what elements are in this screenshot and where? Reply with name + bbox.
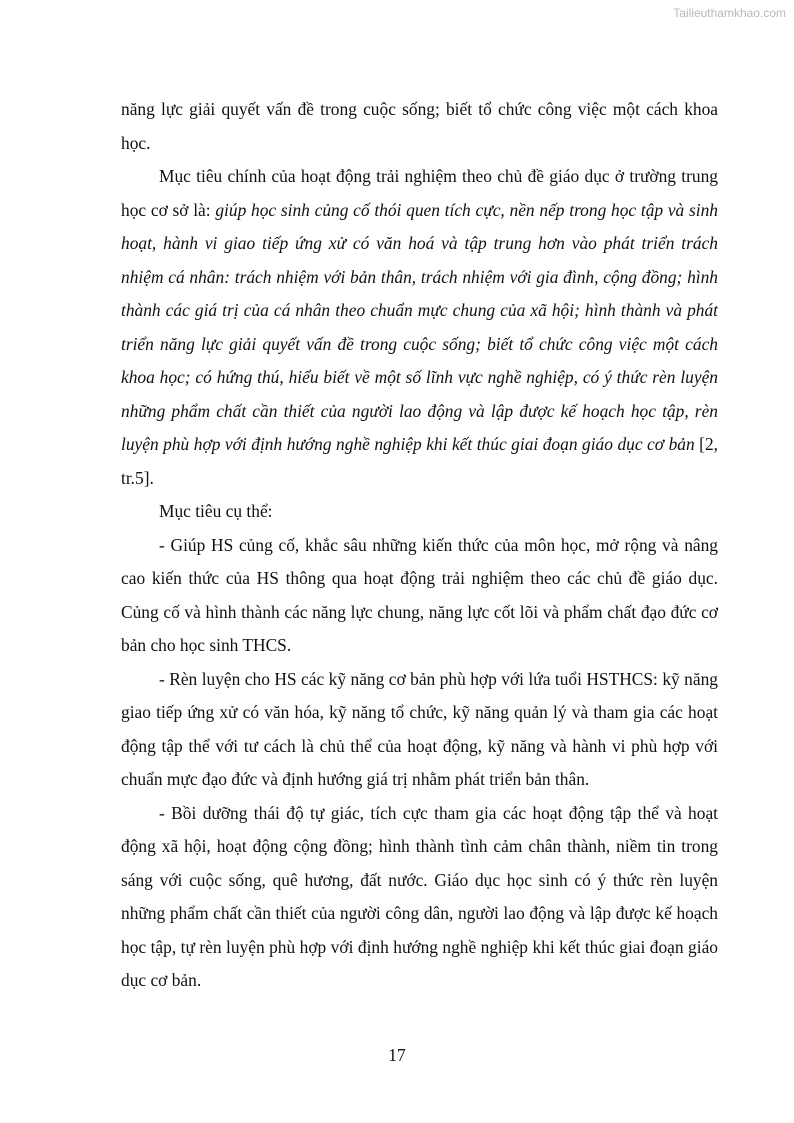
paragraph-specific-objectives-heading: Mục tiêu cụ thể: xyxy=(159,501,273,521)
paragraph-continuation: năng lực giải quyết vấn đề trong cuộc sống; biết tổ chức công việc một cách khoa học. xyxy=(121,99,718,153)
list-item-knowledge: - Giúp HS củng cố, khắc sâu những kiến thức của môn học, mở rộng và nâng cao kiến thức của HS thông qua hoạt động trải nghiệm theo các chủ đề giáo dục. Củng cố và hình thành các năng lực chung, năng lực cốt lõi và phẩm chất đạo đức cơ bản cho học sinh THCS. xyxy=(121,534,718,655)
list-item-skills: - Rèn luyện cho HS các kỹ năng cơ bản phù hợp với lứa tuổi HSTHCS: kỹ năng giao tiếp ứng xử có văn hóa, kỹ năng tổ chức, kỹ năng quản lý và tham gia các hoạt động tập thể với tư cách là chủ thể của hoạt động, kỹ năng và hành vi phù hợp với chuẩn mực đạo đức và định hướng giá trị nhằm phát triển bản thân. xyxy=(121,668,718,789)
citation: [2, tr.5]. xyxy=(121,434,718,488)
main-objective-lead: Mục tiêu chính của hoạt động trải nghiệm theo chủ đề giáo dục ở trường trung học cơ sở là: xyxy=(121,166,718,220)
document-body xyxy=(121,93,718,998)
page-number: 17 xyxy=(388,1045,406,1065)
list-item-attitude: - Bồi dưỡng thái độ tự giác, tích cực tham gia các hoạt động tập thể và hoạt động xã hội, hoạt động cộng đồng; hình thành tình cảm chân thành, niềm tin trong sáng với cuộc sống, quê hương, đất nước. Giáo dục học sinh có ý thức rèn luyện những phẩm chất cần thiết của người công dân, người lao động và lập được kế hoạch học tập, tự rèn luyện phù hợp với định hướng nghề nghiệp khi kết thúc giai đoạn giáo dục cơ bản. xyxy=(121,802,718,990)
main-objective-quote: giúp học sinh củng cố thói quen tích cực, nền nếp trong học tập và sinh hoạt, hành vi giao tiếp ứng xử có văn hoá và tập trung hơn vào phát triển trách nhiệm cá nhân: trách nhiệm với bản thân, trách nhiệm với gia đình, cộng đồng; hình thành các giá trị của cá nhân theo chuẩn mực chung của xã hội; hình thành và phát triển năng lực giải quyết vấn đề trong cuộc sống; biết tổ chức công việc một cách khoa học; có hứng thú, hiểu biết về một số lĩnh vực nghề nghiệp, có ý thức rèn luyện những phẩm chất cần thiết của người lao động và lập được kế hoạch học tập, rèn luyện phù hợp với định hướng nghề nghiệp khi kết thúc giai đoạn giáo dục cơ bản xyxy=(121,199,718,454)
paragraph-main-objective xyxy=(121,160,718,495)
watermark: Tailieuthamkhao.com xyxy=(673,6,786,20)
